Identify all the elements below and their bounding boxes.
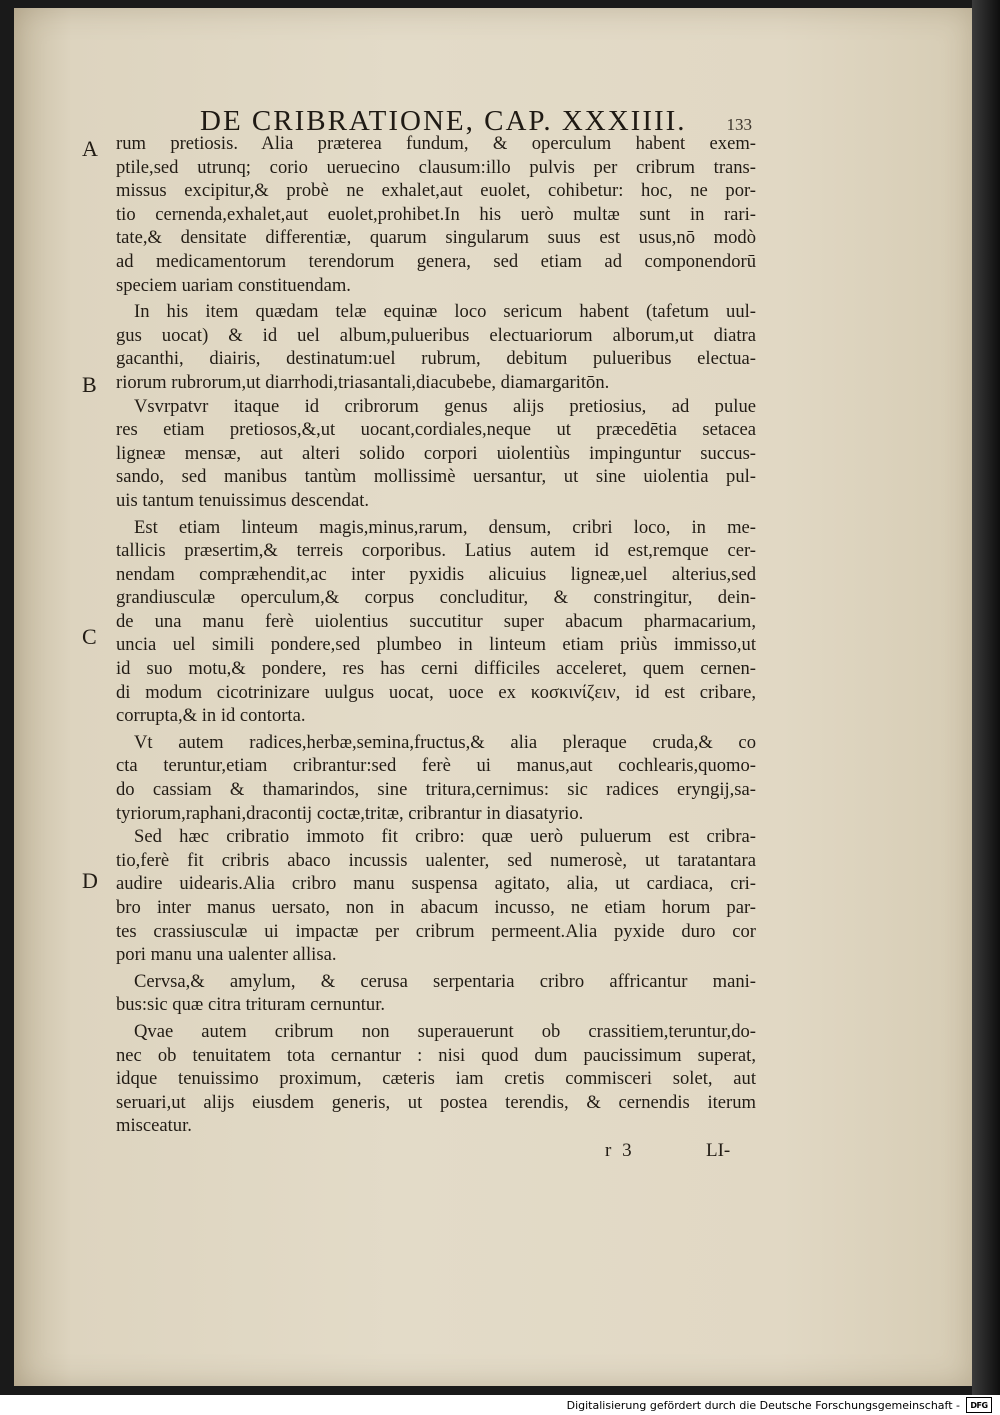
text-line: tes crassiusculæ ui impactæ per cribrum permeent.Alia pyxide duro cor — [116, 920, 756, 942]
text-line: ptile,sed utrunq; corio ueruecino clausum:illo pulvis per cribrum trans- — [116, 156, 756, 178]
text-line: misceatur. — [116, 1115, 192, 1137]
text-line: di modum cicotrinizare uulgus uocat, uoce ex κοσκινίζειν, id est cribare, — [116, 681, 756, 703]
catchword: LI- — [706, 1140, 731, 1161]
text-line: grandiusculæ operculum,& corpus concluditur, & constringitur, dein- — [116, 587, 756, 609]
text-line: tate,& densitate differentiæ, quarum singularum suus est usus,nō modò — [116, 227, 756, 249]
text-line: tio,ferè fit cribris abaco incussis ualenter, sed numerosè, ut taratantara — [116, 849, 756, 871]
page-edge-shadow — [972, 0, 1000, 1395]
text-line: seruari,ut alijs eiusdem generis, ut postea terendis, & cernendis iterum — [116, 1091, 756, 1113]
text-line: Sed hæc cribratio immoto fit cribro: quæ uerò puluerum est cribra- — [134, 826, 756, 848]
text-line: ad medicamentorum terendorum genera, sed etiam ad componendorū — [116, 250, 756, 272]
dfg-logo-icon[interactable]: DFG — [966, 1397, 992, 1413]
margin-letter-d: D — [82, 868, 98, 893]
text-line: Cervsa,& amylum, & cerusa serpentaria cribro affricantur mani- — [134, 970, 756, 992]
text-line: res etiam pretiosos,&,ut uocant,cordiales,neque ut præcedētia setacea — [116, 419, 756, 441]
text-line: Qvae autem cribrum non superauerunt ob crassitiem,teruntur,do- — [134, 1020, 756, 1042]
text-line: gacanthi, diairis, destinatum:uel rubrum, debitum pulueribus electua- — [116, 348, 756, 370]
text-line: uncia uel simili pondere,sed plumbeo in linteum etiam priùs immisso,ut — [116, 634, 756, 656]
text-line: Vt autem radices,herbæ,semina,fructus,& alia pleraque cruda,& co — [134, 731, 756, 753]
text-line: tyriorum,raphani,dracontij coctæ,tritæ, cribrantur in diasatyrio. — [116, 802, 584, 824]
text-line: corrupta,& in id contorta. — [116, 705, 306, 727]
text-line: audire uidearis.Alia cribro manu suspensa agitato, alia, ut cardiaca, cri- — [116, 873, 756, 895]
text-line: nec ob tenuitatem tota cernantur : nisi quod dum paucissimum superat, — [116, 1044, 756, 1066]
running-title: DE CRIBRATIONE, CAP. XXXIIII. — [200, 105, 687, 137]
funding-credit: Digitalisierung gefördert durch die Deutsche Forschungsgemeinschaft - — [566, 1398, 960, 1412]
margin-letter-b: B — [82, 372, 97, 397]
margin-letter-c: C — [82, 624, 97, 649]
folio-number: 133 — [726, 115, 753, 134]
text-line: ligneæ mensæ, aut alteri solido corpori uiolentiùs impinguntur succus- — [116, 442, 756, 464]
text-line: speciem uariam constituendam. — [116, 274, 351, 296]
text-line: do cassiam & thamarindos, sine tritura,cernimus: sic radices eryngij,sa- — [116, 779, 756, 801]
footer-bar — [0, 1395, 1000, 1415]
margin-letter-a: A — [82, 136, 98, 161]
text-line: bro inter manus uersato, non in abacum incusso, ne etiam horum par- — [116, 897, 756, 918]
text-line: tio cernenda,exhalet,aut euolet,prohibet.In his uerò multæ sunt in rari- — [116, 203, 756, 225]
text-line: riorum rubrorum,ut diarrhodi,triasantali,diacubebe, diamargaritōn. — [116, 371, 610, 393]
text-line: missus excipitur,& probè ne exhalet,aut euolet, cohibetur: hoc, ne por- — [116, 180, 756, 202]
text-line: In his item quædam telæ equinæ loco sericum habent (tafetum uul- — [134, 301, 756, 323]
text-line: id suo motu,& pondere, res has cerni difficiles acceleret, quem cernen- — [116, 658, 756, 680]
text-line: bus:sic quæ citra trituram cernuntur. — [116, 994, 386, 1016]
text-line: sando, sed manibus tantùm mollissimè uersantur, ut sine uiolentia pul- — [116, 466, 756, 488]
body-text — [116, 132, 756, 1138]
text-line: Est etiam linteum magis,minus,rarum, densum, cribri loco, in me- — [134, 516, 756, 538]
text-line: pori manu una ualenter allisa. — [116, 944, 337, 966]
text-line: Vsvrpatvr itaque id cribrorum genus alijs pretiosius, ad pulue — [134, 395, 756, 417]
text-line: cta teruntur,etiam cribrantur:sed ferè ui manus,aut cochlearis,quomo- — [116, 755, 756, 777]
text-line: nendam compræhendit,ac inter pyxidis alicuius ligneæ,uel alterius,sed — [116, 563, 756, 585]
signature-mark: r 3 — [605, 1140, 635, 1161]
text-line: rum pretiosis. Alia præterea fundum, & operculum habent exem- — [116, 133, 756, 154]
text-line: uis tantum tenuissimus descendat. — [116, 489, 370, 511]
text-line: gus uocat) & id uel album,pulueribus electuariorum alborum,ut diatra — [116, 324, 756, 346]
text-line: de una manu ferè uiolentius succutitur super abacum pharmacarium, — [116, 610, 756, 632]
text-line: idque tenuissimo proximum, cæteris iam cretis commisceri solet, aut — [116, 1068, 756, 1090]
text-line: tallicis præsertim,& terreis corporibus. Latius autem id est,remque cer- — [116, 540, 756, 562]
